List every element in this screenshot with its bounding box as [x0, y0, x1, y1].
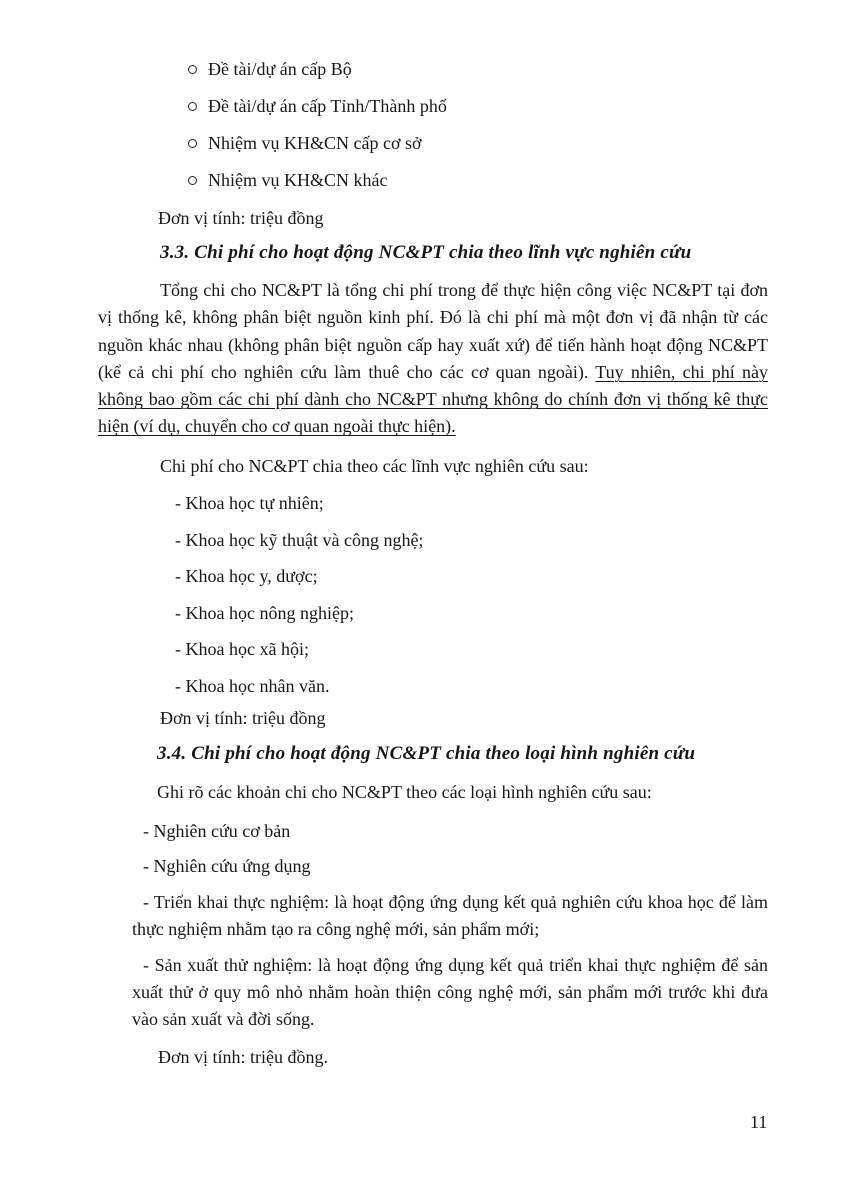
list-item: - Khoa học xã hội;: [175, 639, 309, 659]
unit-note: Đơn vị tính: triệu đồng: [158, 208, 324, 228]
list-item-label: Đề tài/dự án cấp Tỉnh/Thành phố: [208, 96, 447, 116]
list-item: [98, 167, 768, 194]
page-number: 11: [750, 1112, 768, 1132]
unit-note: Đơn vị tính: triệu đồng.: [158, 1047, 329, 1067]
circle-bullet-icon: [188, 102, 197, 111]
section-3-3-intro: Chi phí cho NC&PT chia theo các lĩnh vực nghiên cứu sau:: [160, 456, 589, 476]
section-3-3-paragraph: [98, 277, 768, 441]
list-item: - Nghiên cứu ứng dụng: [143, 856, 311, 877]
list-item: [98, 56, 768, 83]
project-level-list: [98, 56, 768, 204]
circle-bullet-icon: [188, 176, 197, 185]
underlined-text: Tuy nhiên, chi phí này không bao gồm các chi phí dành cho NC&PT nhưng không do chính đơn vị thống kê thực hiện (ví dụ, chuyển cho cơ quan ngoài thực hiện).: [98, 361, 768, 437]
circle-bullet-icon: [188, 139, 197, 148]
list-item: - Nghiên cứu cơ bản: [143, 821, 291, 841]
list-item: - Khoa học y, dược;: [175, 566, 318, 586]
circle-bullet-icon: [188, 65, 197, 74]
list-item: - Khoa học tự nhiên;: [175, 493, 324, 513]
paragraph-text: Tổng chi cho NC&PT là tổng chi phí trong để thực hiện công việc NC&PT tại đơn vị thống kê, không phân biệt nguồn kinh phí. Đó là chi phí mà một đơn vị đã nhận từ các nguồn khác nhau (không phân biệt nguồn cấp hay xuất xứ) để tiến hành hoạt động NC&PT (kể cả chi phí cho nghiên cứu làm thuê cho các cơ quan ngoài).: [98, 280, 768, 382]
section-3-4-heading: 3.4. Chi phí cho hoạt động NC&PT chia theo loại hình nghiên cứu: [157, 743, 696, 764]
list-item: [98, 130, 768, 157]
list-item-label: Nhiệm vụ KH&CN cấp cơ sở: [208, 133, 422, 153]
list-item: - Khoa học kỹ thuật và công nghệ;: [175, 529, 424, 550]
list-item: [98, 93, 768, 120]
list-item: - Sản xuất thử nghiệm: là hoạt động ứng dụng kết quả triển khai thực nghiệm để sản xuất thử ở quy mô nhỏ nhằm hoàn thiện công nghệ mới, sản phẩm mới trước khi đưa vào sản xuất và đời sống.: [132, 954, 768, 1030]
unit-note: Đơn vị tính: triệu đồng: [160, 708, 326, 728]
research-field-list: [175, 490, 735, 709]
list-item: - Khoa học nhân văn.: [175, 675, 330, 696]
section-3-3-heading: 3.3. Chi phí cho hoạt động NC&PT chia theo lĩnh vực nghiên cứu: [160, 242, 692, 263]
list-item: - Triển khai thực nghiệm: là hoạt động ứng dụng kết quả nghiên cứu khoa học để làm thực nghiệm nhằm tạo ra công nghệ mới, sản phẩm mới;: [132, 891, 768, 940]
section-3-4-intro: Ghi rõ các khoản chi cho NC&PT theo các loại hình nghiên cứu sau:: [157, 782, 652, 802]
list-item-label: Nhiệm vụ KH&CN khác: [208, 170, 388, 190]
list-item: - Khoa học nông nghiệp;: [175, 602, 354, 623]
research-type-list: [132, 818, 768, 1042]
list-item-label: Đề tài/dự án cấp Bộ: [208, 59, 352, 79]
